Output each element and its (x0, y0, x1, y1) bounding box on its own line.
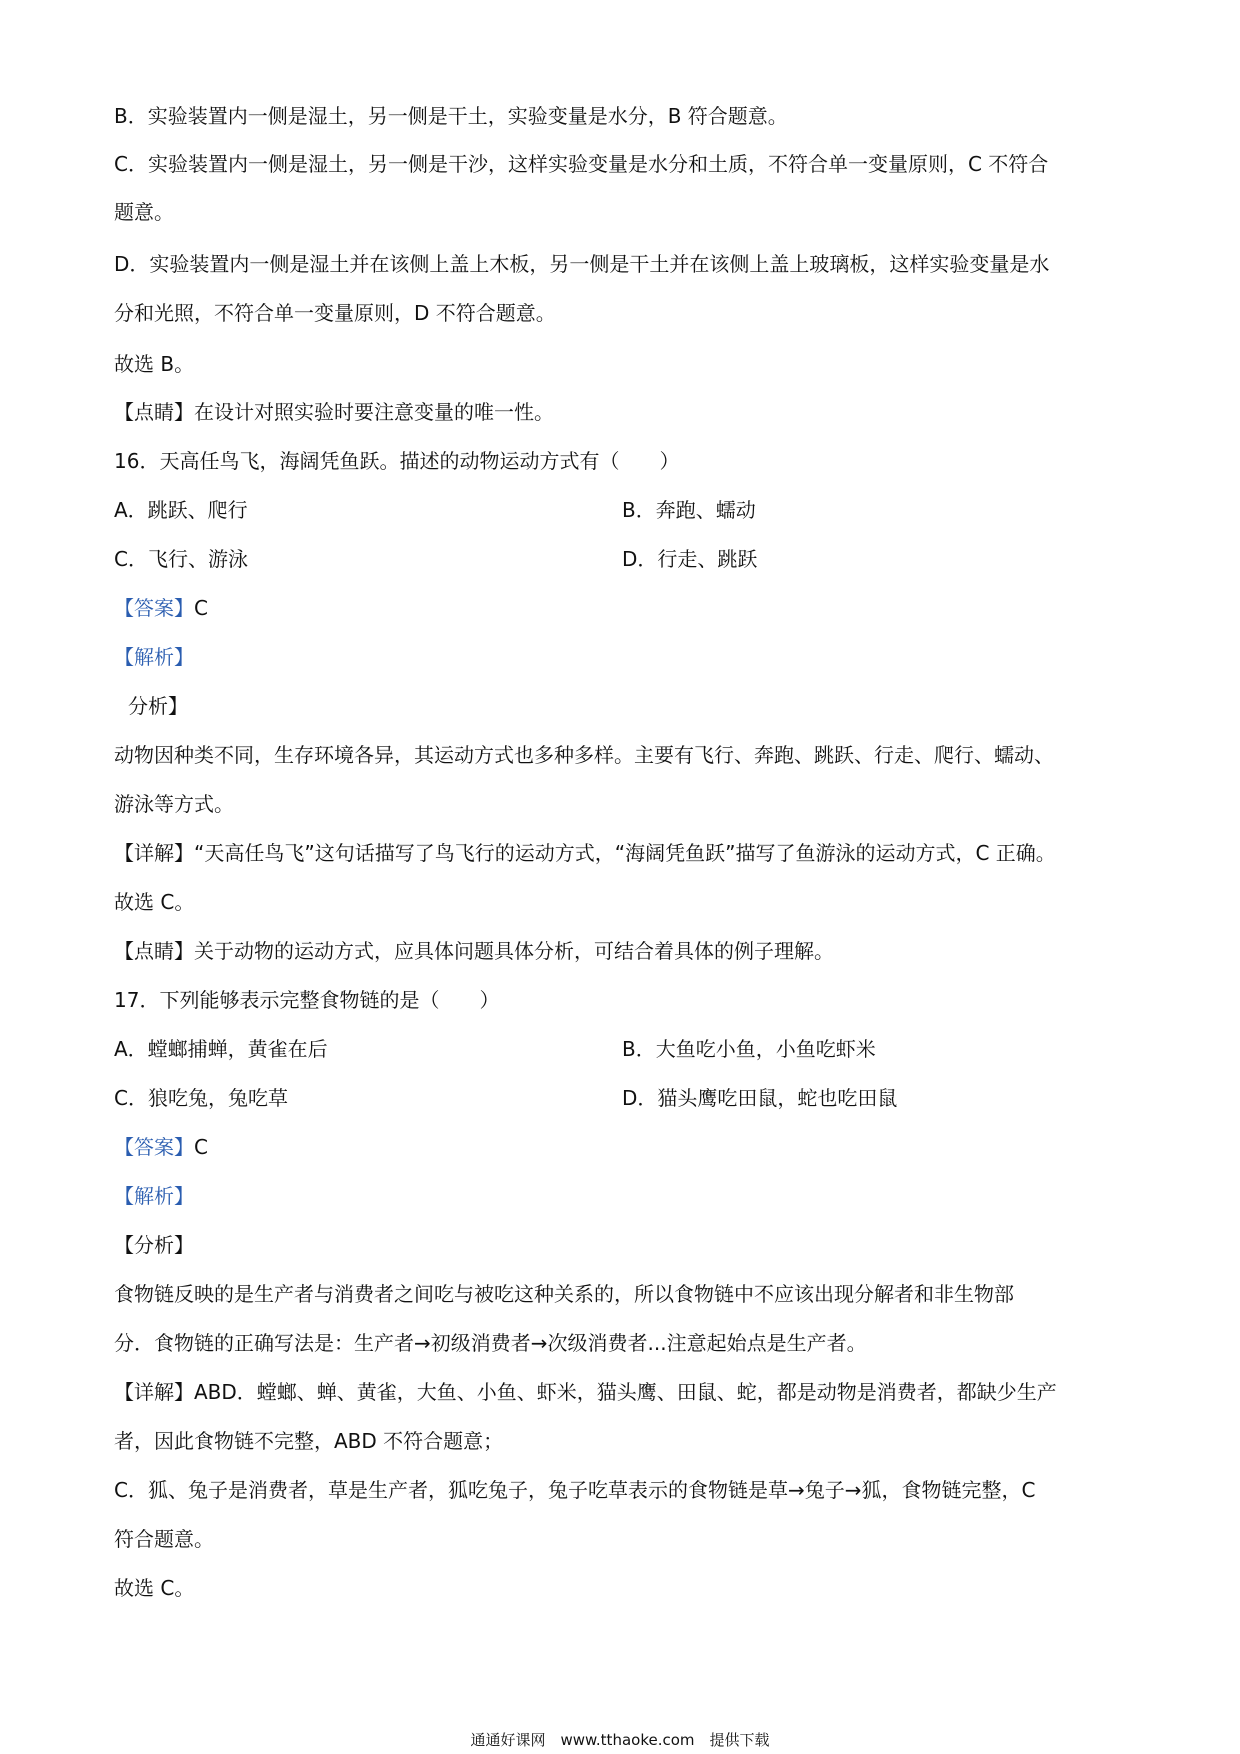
answer-tag: 【答案】 (114, 596, 194, 620)
q16-option-c: C．飞行、游泳 (114, 547, 248, 571)
text-line: B．实验装置内一侧是湿土，另一侧是干土，实验变量是水分，B 符合题意。 (114, 104, 788, 128)
text-line: 分和光照，不符合单一变量原则，D 不符合题意。 (114, 301, 556, 325)
text-line: 题意。 (114, 200, 174, 224)
text-line: D．实验装置内一侧是湿土并在该侧上盖上木板，另一侧是干土并在该侧上盖上玻璃板，这样实验变量是水 (114, 252, 1050, 276)
answer-value: C (194, 1135, 208, 1159)
q16-tip: 【点睛】关于动物的运动方式，应具体问题具体分析，可结合着具体的例子理解。 (114, 939, 834, 963)
q16-body-1: 动物因种类不同，生存环境各异，其运动方式也多种多样。主要有飞行、奔跑、跳跃、行走、爬行、蠕动、 (114, 743, 1054, 767)
q17-detail-1: 【详解】ABD．螳螂、蝉、黄雀，大鱼、小鱼、虾米，猫头鹰、田鼠、蛇，都是动物是消费者，都缺少生产 (114, 1380, 1057, 1404)
q17-analysis-tag: 【解析】 (114, 1184, 194, 1208)
tip-line: 【点睛】在设计对照实验时要注意变量的唯一性。 (114, 400, 554, 424)
q17-detail-3: C．狐、兔子是消费者，草是生产者，狐吃兔子，兔子吃草表示的食物链是草→兔子→狐，食物链完整，C (114, 1478, 1036, 1502)
q16-body-2: 游泳等方式。 (114, 792, 234, 816)
answer-tag: 【答案】 (114, 1135, 194, 1159)
text-line: C．实验装置内一侧是湿土，另一侧是干沙，这样实验变量是水分和土质，不符合单一变量原则，C 不符合 (114, 152, 1049, 176)
q17-body-2: 分．食物链的正确写法是：生产者→初级消费者→次级消费者...注意起始点是生产者。 (114, 1331, 867, 1355)
text-line: 故选 B。 (114, 352, 195, 376)
q17-detail-4: 符合题意。 (114, 1527, 214, 1551)
q16-option-a: A．跳跃、爬行 (114, 498, 248, 522)
q17-body-1: 食物链反映的是生产者与消费者之间吃与被吃这种关系的，所以食物链中不应该出现分解者和非生物部 (114, 1282, 1014, 1306)
q16-option-b: B．奔跑、蠕动 (622, 498, 756, 522)
q17-option-a: A．螳螂捕蝉，黄雀在后 (114, 1037, 328, 1061)
answer-value: C (194, 596, 208, 620)
question-17: 17．下列能够表示完整食物链的是（ ） (114, 988, 500, 1012)
q17-answer (114, 1133, 208, 1161)
q17-fenxi: 【分析】 (114, 1233, 194, 1257)
q17-option-b: B．大鱼吃小鱼，小鱼吃虾米 (622, 1037, 876, 1061)
q16-answer (114, 594, 208, 622)
question-16: 16．天高任鸟飞，海阔凭鱼跃。描述的动物运动方式有（ ） (114, 449, 680, 473)
q16-choose: 故选 C。 (114, 890, 195, 914)
q17-option-d: D．猫头鹰吃田鼠，蛇也吃田鼠 (622, 1086, 898, 1110)
page-footer: 通通好课网 www.tthaoke.com 提供下载 (470, 1731, 770, 1749)
q16-fenxi: 分析】 (128, 694, 188, 718)
q17-detail-2: 者，因此食物链不完整，ABD 不符合题意； (114, 1429, 504, 1453)
q16-analysis-tag: 【解析】 (114, 645, 194, 669)
q17-option-c: C．狼吃兔，兔吃草 (114, 1086, 288, 1110)
q16-detail: 【详解】“天高任鸟飞”这句话描写了鸟飞行的运动方式，“海阔凭鱼跃”描写了鱼游泳的运动方式，C 正确。 (114, 841, 1056, 865)
q17-choose: 故选 C。 (114, 1576, 195, 1600)
q16-option-d: D．行走、跳跃 (622, 547, 758, 571)
